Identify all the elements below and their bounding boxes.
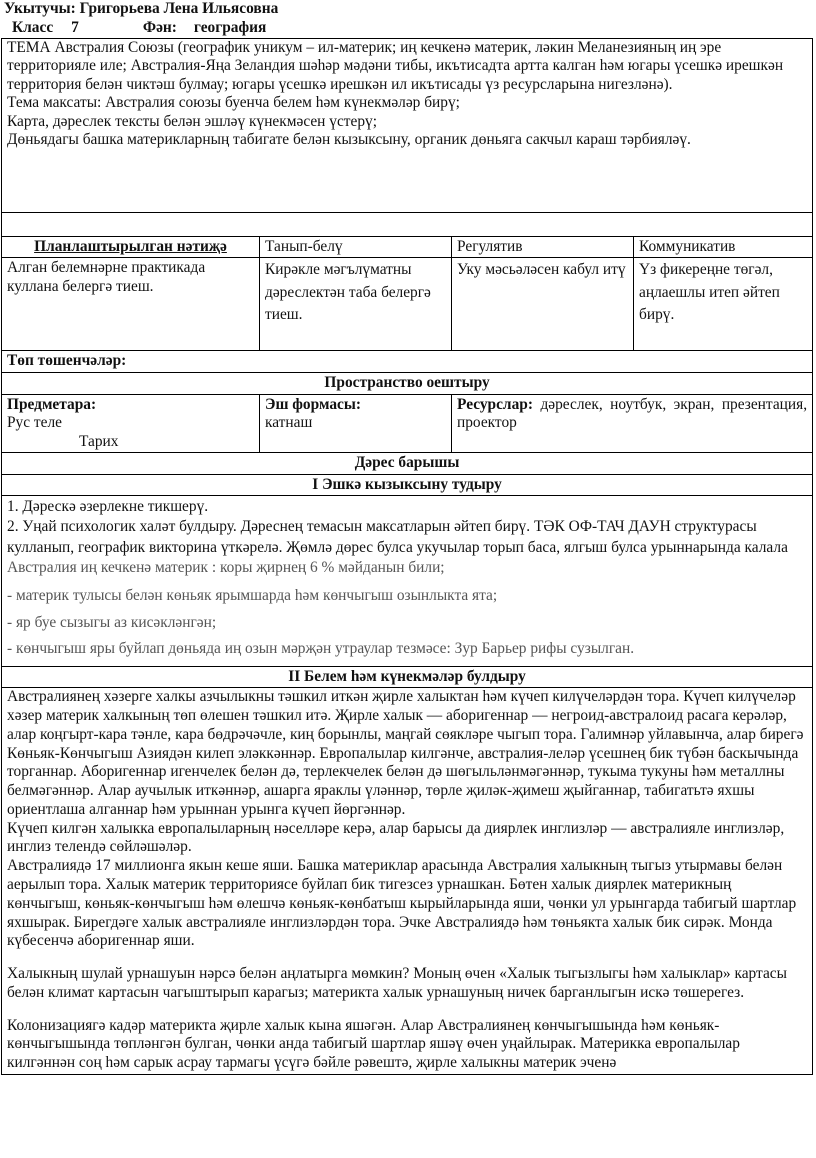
- topic-text: ТЕМА Австралия Союзы (географик уникум – ил-материк; иң кечкенә материк, ләкин Меланезияның иң эре территорияле иле; Австралия-Яңа Зеландия шәһәр мәдәни тибы, икътисадта артта калган һәм югары үсешкә ирешкән территория белән чиктәш булмау; югары үсешкә ирешкән ил икътисады үз ресурсларына нигезләнә).: [7, 39, 784, 93]
- stage2-paragraph-3: Австралиядә 17 миллионга якын кеше яши. Башка материклар арасында Австралия халыкның тыгыз утырмавы белән аерылып тора. Халык материк территориясе буйлап бик тигезсез урнашкан. Бөтен халык диярлек материкның көнчыгыш, көньяк-көнчыгыш һәм өлешчә көньяк-көнбатыш кырыйларында яши, чөнки ул урынгарда табигый шартлар яхшырак. Бирегдәге халык австралияле инглизләрдән тора. Эчке Австралиядә һәм төньякта халык бик сирәк. Монда күбесенчә аборигеннар яши.: [7, 857, 797, 950]
- stage2-paragraph-5: Колонизациягә кадәр материкта җирле халык кына яшәгән. Алар Австралиянең көнчыгышында һәм көньяк-көнчыгышында төпләнгән булган, чөнки анда табигый шартлар яшәү өчен уңайлырак. Материкка европалылар килгәннән соң һәм сарык асрау тармагы үсүгә бәйле рәвештә, җирле халыкны материк эченә: [7, 1016, 740, 1072]
- subject-value: география: [193, 19, 267, 36]
- topic-row: [2, 39, 813, 213]
- resources-value: дәреслек, ноутбук, экран, презентация, проектор: [457, 395, 808, 432]
- subject-label: Фән:: [142, 19, 177, 36]
- stage1-body: [2, 496, 813, 666]
- work-form-label: Эш формасы:: [265, 395, 361, 413]
- class-label: Класс: [12, 19, 54, 36]
- stage1-line2-text: 2. Уңай психологик халәт булдыру. Дәреснең темасын максатларын әйтеп бирү. ТӘК ОФ-ТАЧ ДАУН структурасы кулланып, географик викторина үткәрелә. Җөмлә дөрес булса укучылар торып баса, ялгыш булса урыннарында калала: [7, 517, 788, 556]
- subject-item-history: Тарих: [79, 432, 119, 450]
- stage1-bullet1: - материк тулысы белән көньяк ярымшарда һәм көнчыгыш озынлыкта ята;: [7, 587, 498, 605]
- stage1-line2: [7, 517, 807, 579]
- work-form-cell: [260, 394, 452, 452]
- document-header: [0, 0, 816, 38]
- outcomes-cognitive: Кирәкле мәгълүматны дәреслектән таба белергә тиеш.: [260, 258, 452, 351]
- outcomes-header-planned: Планлаштырылган нәтиҗә: [2, 237, 260, 258]
- topic-goal: Тема максаты: Австралия союзы буенча белем һәм күнекмәләр бирү;: [7, 94, 460, 112]
- key-concepts-row: [2, 351, 813, 373]
- resources-row: [2, 394, 813, 452]
- stage2-paragraph-2: Күчеп килгән халыкка европалыларның нәселләре керә, алар барысы да диярлек инглизләр — австралияле инглизләр, инглиз телендә сөйләшәләр.: [7, 819, 785, 856]
- teacher-line: Укытучы: Григорьева Лена Ильясовна: [4, 0, 279, 17]
- topic-goal-3: Дөньядагы башка материкларның табигате белән кызыксыну, органик дөньяга сакчыл караш тәрбияләү.: [7, 131, 691, 149]
- outcomes-header-communicative: Коммуникатив: [634, 237, 813, 258]
- subjects-label: Предметара:: [7, 395, 97, 413]
- stage2-title: II Белем һәм күнекмәләр булдыру: [2, 666, 813, 687]
- empty-row: [2, 213, 813, 237]
- stage2-paragraph-4: Халыкның шулай урнашуын нәрсә белән аңлатырга мөмкин? Моның өчен «Халык тыгызлыгы һәм халыклар» картасы белән климат картасын чагыштырып карагыз; материкта халык урнашуның ничек барганлыгын искә төшерегез.: [7, 965, 787, 1001]
- stage2-row: [2, 688, 813, 1075]
- outcomes-communicative: Үз фикереңне төгәл, аңлаешлы итеп әйтеп бирү.: [634, 258, 813, 351]
- class-subject-line: [4, 19, 816, 38]
- key-concepts-label: Төп төшенчәләр:: [2, 351, 813, 373]
- lesson-flow-title: Дәрес барышы: [2, 453, 813, 474]
- stage2-body: [2, 688, 813, 1075]
- subjects-cell: [2, 394, 260, 452]
- stage2-title-row: [2, 666, 813, 687]
- lesson-flow-row: [2, 453, 813, 474]
- outcomes-header-row: [2, 237, 813, 258]
- stage1-bullet3: - көнчыгыш яры буйлап дөньяда иң озын мәрҗән утраулар тезмәсе: Зур Барьер рифы сузылган.: [7, 640, 635, 658]
- outcomes-header-regulative: Регулятив: [452, 237, 634, 258]
- subject-item-russian: Рус теле: [7, 414, 63, 432]
- stage1-row: [2, 496, 813, 666]
- stage1-bullet2: - яр буе сызыгы аз кисәкләнгән;: [7, 613, 217, 631]
- stage2-paragraph-1: Австралиянең хәзерге халкы азчылыкны тәшкил иткән җирле халыктан һәм күчеп килүчеләрдән тора. Күчеп килүчеләр хәзер материк халкының төп өлешен тәшкил итә. Җирле халык — аборигеннар — негроид-австралоид расага керәләр, алар коңгырт-кара тәнле, кара бөдрәчәчле, киң борынлы, маңгай сөякләре чыгып тора. Галимнәр уйлавынча, алар бирегә Көньяк-Көнчыгыш Азиядән килеп эләккәннәр. Европалылар килгәнче, австралия-леләр үсешнең бик түбән баскычында торганнар. Аборигеннар игенчелек белән дә, терлекчелек белән дә шөгыльләнмәгәннәр, тукыма тукуны һәм металлны белмәгәннәр. Алар аучылык иткәннәр, ашарга яраклы үләннәр, төрле җиләк-җимеш җыйганнар, табигатьтә яхшы ориентлаша алганнар һәм урыннан урынга күчеп йөргәннәр.: [7, 688, 804, 818]
- outcomes-planned: Алган белемнәрне практикада куллана белергә тиеш.: [2, 258, 260, 351]
- topic-goal-2: Карта, дәреслек тексты белән эшләү күнекмәсен үстерү;: [7, 112, 377, 130]
- work-form-value: катнаш: [265, 414, 313, 432]
- space-org-row: [2, 373, 813, 394]
- stage1-line2-quiz: Австралия иң кечкенә материк : коры җирнең 6 % мәйданын били;: [7, 559, 445, 577]
- outcomes-regulative: Уку мәсьәләсен кабул итү: [452, 258, 634, 351]
- class-value: 7: [71, 19, 79, 36]
- resources-label: Ресурслар:: [457, 395, 533, 413]
- outcomes-header-cognitive: Танып-белү: [260, 237, 452, 258]
- resources-cell: [452, 394, 813, 452]
- stage1-line1: 1. Дәрескә әзерлекне тикшерү.: [7, 498, 209, 516]
- stage1-title-row: [2, 474, 813, 495]
- space-org-title: Пространство оештыру: [2, 373, 813, 394]
- outcomes-row: [2, 258, 813, 351]
- stage1-title: I Эшкә кызыксыну тудыру: [2, 474, 813, 495]
- lesson-table: [1, 38, 813, 1075]
